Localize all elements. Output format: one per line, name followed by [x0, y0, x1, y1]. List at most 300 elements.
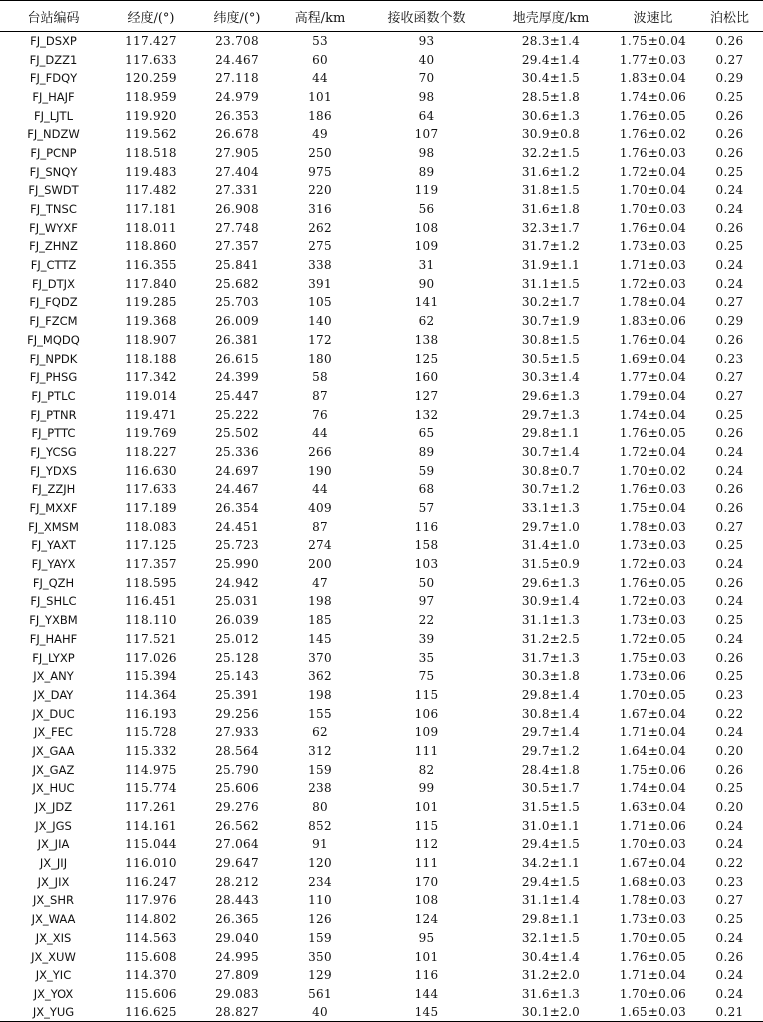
cell-station-code: FJ_HAJF — [32, 89, 75, 104]
cell-vp-vs-ratio: 1.83±0.04 — [619, 71, 687, 86]
cell-elevation: 62 — [312, 725, 328, 740]
table-row — [0, 162, 763, 181]
cell-latitude: 25.703 — [215, 295, 259, 310]
cell-elevation: 49 — [312, 127, 328, 142]
table-row — [0, 686, 763, 705]
cell-longitude: 117.342 — [125, 370, 177, 385]
cell-receiver-function-count: 64 — [418, 108, 435, 123]
cell-station-code: FJ_DSXP — [30, 34, 77, 49]
cell-crustal-thickness: 29.8±1.4 — [521, 687, 581, 702]
table-row — [0, 274, 763, 293]
cell-poisson-ratio: 0.26 — [715, 482, 744, 497]
cell-longitude: 115.044 — [125, 837, 177, 852]
cell-longitude: 116.355 — [125, 258, 177, 273]
cell-latitude: 25.682 — [215, 276, 259, 291]
cell-crustal-thickness: 31.2±2.0 — [521, 968, 581, 983]
cell-elevation: 186 — [308, 108, 332, 123]
cell-station-code: JX_GAA — [32, 743, 75, 758]
cell-station-code: JX_SHR — [33, 893, 74, 908]
cell-receiver-function-count: 98 — [418, 89, 435, 104]
cell-station-code: FJ_FZCM — [29, 314, 78, 329]
cell-latitude: 27.809 — [215, 968, 259, 983]
header-elevation: 高程/km — [279, 1, 361, 32]
table-row — [0, 947, 763, 966]
cell-crustal-thickness: 30.1±2.0 — [492, 1003, 610, 1022]
cell-receiver-function-count: 115 — [414, 818, 439, 833]
cell-crustal-thickness: 30.3±1.4 — [521, 370, 581, 385]
cell-crustal-thickness: 30.7±1.2 — [521, 482, 581, 497]
cell-receiver-function-count: 108 — [414, 220, 439, 235]
cell-station-code: FJ_SNQY — [29, 164, 78, 179]
cell-vp-vs-ratio: 1.63±0.04 — [619, 800, 687, 815]
cell-longitude: 118.110 — [125, 613, 177, 628]
cell-elevation: 53 — [312, 34, 328, 49]
cell-receiver-function-count: 97 — [418, 594, 435, 609]
cell-vp-vs-ratio: 1.70±0.02 — [619, 463, 687, 478]
table-row — [0, 349, 763, 368]
cell-station-code: FJ_DTJX — [32, 276, 75, 291]
cell-elevation: 312 — [308, 743, 332, 758]
cell-receiver-function-count: 65 — [418, 426, 435, 441]
table-row — [0, 312, 763, 331]
cell-latitude: 24.697 — [215, 463, 259, 478]
cell-crustal-thickness: 32.3±1.7 — [521, 220, 581, 235]
cell-poisson-ratio: 0.26 — [715, 949, 744, 964]
cell-station-code: FJ_YAYX — [31, 557, 76, 572]
cell-poisson-ratio: 0.26 — [715, 332, 744, 347]
cell-elevation: 87 — [312, 519, 328, 534]
cell-vp-vs-ratio: 1.73±0.03 — [619, 538, 687, 553]
cell-elevation: 262 — [308, 220, 332, 235]
cell-vp-vs-ratio: 1.64±0.04 — [619, 743, 687, 758]
cell-longitude: 117.521 — [125, 631, 177, 646]
table-row — [0, 536, 763, 555]
cell-poisson-ratio: 0.24 — [715, 276, 744, 291]
cell-vp-vs-ratio: 1.76±0.05 — [619, 949, 687, 964]
cell-vp-vs-ratio: 1.76±0.05 — [619, 426, 687, 441]
cell-poisson-ratio: 0.25 — [715, 669, 744, 684]
cell-crustal-thickness: 32.2±1.5 — [521, 145, 581, 160]
cell-poisson-ratio: 0.24 — [715, 557, 744, 572]
cell-station-code: FJ_ZHNZ — [29, 239, 78, 254]
table-row — [0, 1003, 763, 1022]
header-vp-vs-ratio: 波速比 — [610, 1, 696, 32]
cell-poisson-ratio: 0.29 — [715, 314, 744, 329]
cell-longitude: 118.227 — [125, 444, 177, 459]
cell-crustal-thickness: 30.5±1.5 — [521, 351, 581, 366]
cell-latitude: 27.933 — [215, 725, 259, 740]
cell-station-code: JX_FEC — [34, 725, 73, 740]
cell-receiver-function-count: 107 — [414, 127, 439, 142]
cell-poisson-ratio: 0.27 — [715, 519, 744, 534]
cell-elevation: 362 — [308, 669, 332, 684]
cell-receiver-function-count: 22 — [418, 613, 435, 628]
cell-crustal-thickness: 31.2±2.5 — [521, 631, 581, 646]
cell-longitude: 118.860 — [125, 239, 177, 254]
cell-poisson-ratio: 0.24 — [715, 202, 744, 217]
cell-poisson-ratio: 0.20 — [715, 800, 744, 815]
cell-crustal-thickness: 29.4±1.4 — [521, 52, 581, 67]
cell-receiver-function-count: 106 — [414, 706, 439, 721]
cell-poisson-ratio: 0.22 — [715, 856, 744, 871]
cell-station-code: FJ_MQDQ — [27, 332, 80, 347]
cell-latitude: 28.212 — [215, 874, 259, 889]
cell-latitude: 25.990 — [215, 557, 259, 572]
header-longitude: 经度/(°) — [107, 1, 195, 32]
cell-station-code: FJ_PTNR — [30, 407, 77, 422]
cell-longitude: 119.285 — [125, 295, 177, 310]
table-row — [0, 872, 763, 891]
cell-crustal-thickness: 30.4±1.5 — [521, 71, 581, 86]
cell-vp-vs-ratio: 1.72±0.04 — [619, 164, 687, 179]
cell-poisson-ratio: 0.25 — [715, 538, 744, 553]
cell-vp-vs-ratio: 1.72±0.05 — [619, 631, 687, 646]
cell-poisson-ratio: 0.25 — [715, 613, 744, 628]
cell-station-code: FJ_FQDZ — [29, 295, 78, 310]
cell-vp-vs-ratio: 1.78±0.03 — [619, 893, 687, 908]
cell-crustal-thickness: 32.1±1.5 — [521, 930, 581, 945]
cell-vp-vs-ratio: 1.70±0.04 — [619, 183, 687, 198]
cell-latitude: 27.404 — [215, 164, 259, 179]
cell-receiver-function-count: 119 — [414, 183, 439, 198]
cell-elevation: 91 — [312, 837, 328, 852]
cell-vp-vs-ratio: 1.83±0.06 — [619, 314, 687, 329]
cell-vp-vs-ratio: 1.77±0.04 — [619, 370, 687, 385]
cell-poisson-ratio: 0.26 — [715, 650, 744, 665]
cell-station-code: JX_YOX — [33, 986, 74, 1001]
cell-elevation: 198 — [308, 594, 332, 609]
cell-longitude: 119.014 — [125, 388, 177, 403]
table-row — [0, 573, 763, 592]
cell-elevation: 110 — [308, 893, 332, 908]
cell-crustal-thickness: 30.4±1.4 — [521, 949, 581, 964]
cell-vp-vs-ratio: 1.65±0.03 — [610, 1003, 696, 1022]
cell-receiver-function-count: 109 — [414, 239, 439, 254]
cell-crustal-thickness: 30.9±0.8 — [521, 127, 581, 142]
table-row — [0, 88, 763, 107]
cell-receiver-function-count: 98 — [418, 145, 435, 160]
cell-receiver-function-count: 62 — [418, 314, 435, 329]
cell-receiver-function-count: 138 — [414, 332, 439, 347]
cell-longitude: 114.370 — [125, 968, 177, 983]
cell-poisson-ratio: 0.29 — [715, 71, 744, 86]
cell-elevation: 44 — [312, 482, 328, 497]
cell-poisson-ratio: 0.26 — [715, 762, 744, 777]
cell-elevation: 80 — [312, 800, 328, 815]
cell-latitude: 25.143 — [215, 669, 259, 684]
cell-elevation: 409 — [308, 501, 332, 516]
cell-receiver-function-count: 75 — [418, 669, 435, 684]
cell-crustal-thickness: 31.5±0.9 — [521, 557, 581, 572]
cell-vp-vs-ratio: 1.71±0.03 — [619, 258, 687, 273]
cell-receiver-function-count: 82 — [418, 762, 435, 777]
cell-latitude: 27.118 — [215, 71, 259, 86]
cell-station-code: JX_JIX — [37, 874, 70, 889]
cell-receiver-function-count: 56 — [418, 202, 435, 217]
cell-receiver-function-count: 141 — [414, 295, 439, 310]
cell-crustal-thickness: 30.8±1.5 — [521, 332, 581, 347]
cell-station-code: JX_JIJ — [39, 856, 68, 871]
cell-vp-vs-ratio: 1.70±0.05 — [619, 930, 687, 945]
cell-longitude: 114.364 — [125, 687, 177, 702]
table-row — [0, 424, 763, 443]
cell-elevation: 126 — [308, 912, 332, 927]
table-row — [0, 798, 763, 817]
cell-latitude: 25.606 — [215, 781, 259, 796]
cell-latitude: 25.391 — [215, 687, 259, 702]
cell-crustal-thickness: 29.7±1.3 — [521, 407, 581, 422]
cell-longitude: 119.562 — [125, 127, 177, 142]
cell-receiver-function-count: 116 — [414, 968, 439, 983]
cell-vp-vs-ratio: 1.71±0.04 — [619, 968, 687, 983]
cell-station-code: FJ_DZZ1 — [29, 52, 78, 67]
cell-receiver-function-count: 160 — [414, 370, 439, 385]
table-row — [0, 611, 763, 630]
cell-receiver-function-count: 39 — [418, 631, 435, 646]
cell-vp-vs-ratio: 1.70±0.06 — [619, 986, 687, 1001]
cell-receiver-function-count: 31 — [418, 258, 435, 273]
cell-poisson-ratio: 0.26 — [715, 108, 744, 123]
cell-vp-vs-ratio: 1.73±0.03 — [619, 613, 687, 628]
cell-poisson-ratio: 0.27 — [715, 52, 744, 67]
cell-crustal-thickness: 31.6±1.8 — [521, 202, 581, 217]
cell-vp-vs-ratio: 1.67±0.04 — [619, 706, 687, 721]
cell-longitude: 118.188 — [125, 351, 177, 366]
cell-elevation: 40 — [279, 1003, 361, 1022]
cell-elevation: 275 — [308, 239, 332, 254]
cell-elevation: 105 — [308, 295, 332, 310]
table-row — [0, 723, 763, 742]
cell-latitude: 24.467 — [215, 52, 259, 67]
cell-latitude: 29.647 — [215, 856, 259, 871]
cell-crustal-thickness: 30.8±0.7 — [521, 463, 581, 478]
cell-station-code: JX_JIA — [37, 837, 70, 852]
cell-crustal-thickness: 28.5±1.8 — [521, 89, 581, 104]
cell-vp-vs-ratio: 1.77±0.03 — [619, 52, 687, 67]
cell-crustal-thickness: 31.4±1.0 — [521, 538, 581, 553]
cell-longitude: 116.625 — [107, 1003, 195, 1022]
cell-vp-vs-ratio: 1.76±0.02 — [619, 127, 687, 142]
cell-latitude: 24.399 — [215, 370, 259, 385]
cell-vp-vs-ratio: 1.75±0.04 — [619, 501, 687, 516]
cell-elevation: 561 — [308, 986, 332, 1001]
cell-poisson-ratio: 0.25 — [715, 89, 744, 104]
cell-vp-vs-ratio: 1.76±0.04 — [619, 332, 687, 347]
cell-crustal-thickness: 30.5±1.7 — [521, 781, 581, 796]
cell-latitude: 26.039 — [215, 613, 259, 628]
cell-receiver-function-count: 70 — [418, 71, 435, 86]
cell-longitude: 115.728 — [125, 725, 177, 740]
cell-elevation: 101 — [308, 89, 332, 104]
cell-latitude: 28.564 — [215, 743, 259, 758]
cell-longitude: 117.427 — [125, 34, 177, 49]
cell-receiver-function-count: 145 — [361, 1003, 492, 1022]
cell-longitude: 119.368 — [125, 314, 177, 329]
cell-longitude: 116.247 — [125, 874, 177, 889]
cell-poisson-ratio: 0.26 — [715, 127, 744, 142]
cell-elevation: 338 — [308, 258, 332, 273]
cell-longitude: 114.563 — [125, 930, 177, 945]
cell-poisson-ratio: 0.24 — [715, 968, 744, 983]
table-row — [0, 667, 763, 686]
cell-longitude: 116.630 — [125, 463, 177, 478]
cell-elevation: 198 — [308, 687, 332, 702]
table-body — [0, 32, 763, 1022]
cell-longitude: 118.959 — [125, 89, 177, 104]
table-row — [0, 443, 763, 462]
cell-longitude: 118.595 — [125, 575, 177, 590]
table-row — [0, 368, 763, 387]
table-row — [0, 331, 763, 350]
cell-receiver-function-count: 170 — [414, 874, 439, 889]
cell-elevation: 190 — [308, 463, 332, 478]
cell-receiver-function-count: 127 — [414, 388, 439, 403]
cell-vp-vs-ratio: 1.70±0.03 — [619, 202, 687, 217]
cell-vp-vs-ratio: 1.75±0.06 — [619, 762, 687, 777]
cell-station-code: JX_HUC — [32, 781, 75, 796]
cell-longitude: 117.633 — [125, 52, 177, 67]
table-row — [0, 854, 763, 873]
cell-receiver-function-count: 101 — [414, 949, 439, 964]
cell-crustal-thickness: 29.7±1.4 — [521, 725, 581, 740]
cell-poisson-ratio: 0.25 — [715, 781, 744, 796]
cell-receiver-function-count: 124 — [414, 912, 439, 927]
cell-poisson-ratio: 0.26 — [715, 575, 744, 590]
table-row — [0, 891, 763, 910]
cell-elevation: 47 — [312, 575, 328, 590]
table-row — [0, 200, 763, 219]
cell-station-code: JX_DUC — [32, 706, 75, 721]
cell-latitude: 26.353 — [215, 108, 259, 123]
cell-poisson-ratio: 0.26 — [715, 501, 744, 516]
cell-vp-vs-ratio: 1.74±0.04 — [619, 781, 687, 796]
cell-station-code: FJ_PHSG — [29, 370, 78, 385]
cell-longitude: 117.482 — [125, 183, 177, 198]
table-row — [0, 50, 763, 69]
cell-elevation: 234 — [308, 874, 332, 889]
cell-longitude: 116.010 — [125, 856, 177, 871]
table-row — [0, 760, 763, 779]
cell-station-code: FJ_QZH — [32, 575, 75, 590]
cell-latitude: 25.222 — [215, 407, 259, 422]
cell-vp-vs-ratio: 1.76±0.04 — [619, 220, 687, 235]
cell-station-code: FJ_LYXP — [32, 650, 75, 665]
cell-crustal-thickness: 29.8±1.1 — [521, 426, 581, 441]
cell-station-code: FJ_YAXT — [31, 538, 76, 553]
cell-latitude: 26.678 — [215, 127, 259, 142]
cell-longitude: 118.011 — [125, 220, 177, 235]
cell-receiver-function-count: 89 — [418, 164, 435, 179]
cell-elevation: 250 — [308, 145, 332, 160]
cell-crustal-thickness: 30.3±1.8 — [521, 669, 581, 684]
cell-elevation: 60 — [312, 52, 328, 67]
cell-elevation: 220 — [308, 183, 332, 198]
cell-elevation: 44 — [312, 426, 328, 441]
cell-station-code: JX_YIC — [35, 968, 72, 983]
cell-vp-vs-ratio: 1.74±0.06 — [619, 89, 687, 104]
cell-longitude: 116.451 — [125, 594, 177, 609]
cell-poisson-ratio: 0.24 — [715, 183, 744, 198]
cell-elevation: 58 — [312, 370, 328, 385]
cell-vp-vs-ratio: 1.71±0.06 — [619, 818, 687, 833]
cell-elevation: 159 — [308, 762, 332, 777]
cell-vp-vs-ratio: 1.68±0.03 — [619, 874, 687, 889]
cell-crustal-thickness: 30.9±1.4 — [521, 594, 581, 609]
cell-vp-vs-ratio: 1.73±0.03 — [619, 912, 687, 927]
cell-poisson-ratio: 0.27 — [715, 388, 744, 403]
cell-poisson-ratio: 0.24 — [715, 930, 744, 945]
cell-poisson-ratio: 0.25 — [715, 912, 744, 927]
cell-crustal-thickness: 30.8±1.4 — [521, 706, 581, 721]
cell-station-code: FJ_TNSC — [30, 202, 77, 217]
cell-receiver-function-count: 103 — [414, 557, 439, 572]
cell-elevation: 185 — [308, 613, 332, 628]
cell-longitude: 115.394 — [125, 669, 177, 684]
cell-station-code: JX_XIS — [35, 930, 72, 945]
cell-crustal-thickness: 31.6±1.2 — [521, 164, 581, 179]
cell-station-code: FJ_WYXF — [29, 220, 78, 235]
table-row — [0, 125, 763, 144]
cell-latitude: 29.276 — [215, 800, 259, 815]
cell-longitude: 114.161 — [125, 818, 177, 833]
cell-poisson-ratio: 0.24 — [715, 725, 744, 740]
cell-longitude: 119.920 — [125, 108, 177, 123]
cell-vp-vs-ratio: 1.72±0.03 — [619, 276, 687, 291]
cell-latitude: 28.443 — [215, 893, 259, 908]
cell-elevation: 200 — [308, 557, 332, 572]
table-row — [0, 144, 763, 163]
cell-receiver-function-count: 116 — [414, 519, 439, 534]
cell-latitude: 25.012 — [215, 631, 259, 646]
cell-poisson-ratio: 0.23 — [715, 687, 744, 702]
cell-poisson-ratio: 0.27 — [715, 295, 744, 310]
cell-poisson-ratio: 0.25 — [715, 164, 744, 179]
cell-longitude: 117.261 — [125, 800, 177, 815]
table-row — [0, 256, 763, 275]
cell-receiver-function-count: 111 — [414, 856, 439, 871]
cell-station-code: FJ_PTTC — [31, 426, 76, 441]
table-row — [0, 218, 763, 237]
cell-elevation: 370 — [308, 650, 332, 665]
cell-vp-vs-ratio: 1.79±0.04 — [619, 388, 687, 403]
cell-latitude: 29.083 — [215, 986, 259, 1001]
cell-crustal-thickness: 29.6±1.3 — [521, 575, 581, 590]
cell-elevation: 159 — [308, 930, 332, 945]
cell-latitude: 26.381 — [215, 332, 259, 347]
cell-crustal-thickness: 31.1±1.4 — [521, 893, 581, 908]
cell-station-code: FJ_CTTZ — [30, 258, 77, 273]
cell-vp-vs-ratio: 1.76±0.03 — [619, 482, 687, 497]
cell-latitude: 25.128 — [215, 650, 259, 665]
cell-station-code: JX_DAY — [33, 687, 74, 702]
cell-vp-vs-ratio: 1.71±0.04 — [619, 725, 687, 740]
cell-crustal-thickness: 29.8±1.1 — [521, 912, 581, 927]
cell-latitude: 25.790 — [215, 762, 259, 777]
cell-vp-vs-ratio: 1.78±0.04 — [619, 295, 687, 310]
cell-latitude: 27.331 — [215, 183, 259, 198]
cell-station-code: FJ_LJTL — [34, 108, 73, 123]
cell-poisson-ratio: 0.25 — [715, 407, 744, 422]
cell-latitude: 24.451 — [215, 519, 259, 534]
table-row — [0, 517, 763, 536]
cell-receiver-function-count: 111 — [414, 743, 439, 758]
cell-elevation: 120 — [308, 856, 332, 871]
cell-poisson-ratio: 0.24 — [715, 444, 744, 459]
cell-receiver-function-count: 108 — [414, 893, 439, 908]
cell-longitude: 115.332 — [125, 743, 177, 758]
cell-receiver-function-count: 59 — [418, 463, 435, 478]
cell-latitude: 24.995 — [215, 949, 259, 964]
